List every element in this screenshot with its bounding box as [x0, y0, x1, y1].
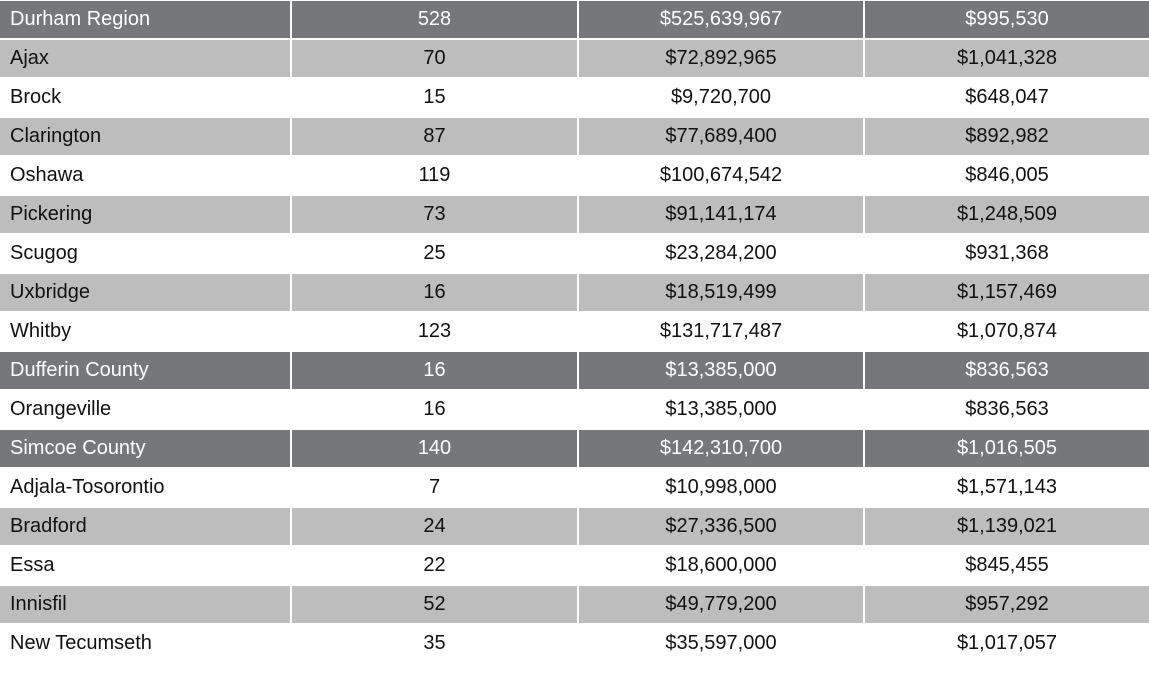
table-row	[0, 313, 1149, 352]
name-cell: Adjala-Tosorontio	[0, 469, 292, 508]
count-cell: 16	[292, 274, 579, 313]
count-cell: 16	[292, 352, 579, 391]
total-value-cell: $9,720,700	[579, 79, 865, 118]
total-value-cell: $525,639,967	[579, 1, 865, 40]
table-row	[0, 625, 1149, 664]
total-value-cell: $10,998,000	[579, 469, 865, 508]
name-cell: New Tecumseth	[0, 625, 292, 664]
count-cell: 15	[292, 79, 579, 118]
count-cell: 140	[292, 430, 579, 469]
table-row	[0, 235, 1149, 274]
average-value-cell: $845,455	[865, 547, 1149, 586]
average-value-cell: $846,005	[865, 157, 1149, 196]
name-cell: Durham Region	[0, 1, 292, 40]
name-cell: Oshawa	[0, 157, 292, 196]
average-value-cell: $1,139,021	[865, 508, 1149, 547]
name-cell: Bradford	[0, 508, 292, 547]
count-cell: 7	[292, 469, 579, 508]
name-cell: Pickering	[0, 196, 292, 235]
name-cell: Uxbridge	[0, 274, 292, 313]
average-value-cell: $648,047	[865, 79, 1149, 118]
average-value-cell: $892,982	[865, 118, 1149, 157]
name-cell: Ajax	[0, 40, 292, 79]
table-row	[0, 547, 1149, 586]
name-cell: Brock	[0, 79, 292, 118]
total-value-cell: $131,717,487	[579, 313, 865, 352]
average-value-cell: $1,017,057	[865, 625, 1149, 664]
average-value-cell: $836,563	[865, 352, 1149, 391]
name-cell: Clarington	[0, 118, 292, 157]
region-row	[0, 1, 1149, 40]
average-value-cell: $957,292	[865, 586, 1149, 625]
name-cell: Essa	[0, 547, 292, 586]
total-value-cell: $35,597,000	[579, 625, 865, 664]
table-row	[0, 40, 1149, 79]
total-value-cell: $23,284,200	[579, 235, 865, 274]
total-value-cell: $18,600,000	[579, 547, 865, 586]
total-value-cell: $49,779,200	[579, 586, 865, 625]
total-value-cell: $13,385,000	[579, 391, 865, 430]
table-row	[0, 469, 1149, 508]
total-value-cell: $77,689,400	[579, 118, 865, 157]
name-cell: Whitby	[0, 313, 292, 352]
count-cell: 87	[292, 118, 579, 157]
total-value-cell: $27,336,500	[579, 508, 865, 547]
name-cell: Scugog	[0, 235, 292, 274]
table-row	[0, 196, 1149, 235]
count-cell: 52	[292, 586, 579, 625]
average-value-cell: $931,368	[865, 235, 1149, 274]
total-value-cell: $13,385,000	[579, 352, 865, 391]
table-row	[0, 79, 1149, 118]
count-cell: 16	[292, 391, 579, 430]
average-value-cell: $1,248,509	[865, 196, 1149, 235]
table-body	[0, 1, 1149, 664]
count-cell: 123	[292, 313, 579, 352]
average-value-cell: $995,530	[865, 1, 1149, 40]
count-cell: 70	[292, 40, 579, 79]
count-cell: 528	[292, 1, 579, 40]
total-value-cell: $142,310,700	[579, 430, 865, 469]
average-value-cell: $1,571,143	[865, 469, 1149, 508]
table-row	[0, 157, 1149, 196]
average-value-cell: $1,016,505	[865, 430, 1149, 469]
average-value-cell: $1,157,469	[865, 274, 1149, 313]
sales-table	[0, 1, 1149, 664]
name-cell: Orangeville	[0, 391, 292, 430]
region-row	[0, 352, 1149, 391]
count-cell: 24	[292, 508, 579, 547]
average-value-cell: $1,041,328	[865, 40, 1149, 79]
name-cell: Innisfil	[0, 586, 292, 625]
count-cell: 25	[292, 235, 579, 274]
table-row	[0, 391, 1149, 430]
count-cell: 35	[292, 625, 579, 664]
total-value-cell: $72,892,965	[579, 40, 865, 79]
count-cell: 73	[292, 196, 579, 235]
average-value-cell: $1,070,874	[865, 313, 1149, 352]
table-row	[0, 274, 1149, 313]
average-value-cell: $836,563	[865, 391, 1149, 430]
total-value-cell: $18,519,499	[579, 274, 865, 313]
count-cell: 22	[292, 547, 579, 586]
name-cell: Simcoe County	[0, 430, 292, 469]
table-row	[0, 118, 1149, 157]
table-row	[0, 508, 1149, 547]
count-cell: 119	[292, 157, 579, 196]
table-row	[0, 586, 1149, 625]
total-value-cell: $100,674,542	[579, 157, 865, 196]
name-cell: Dufferin County	[0, 352, 292, 391]
region-row	[0, 430, 1149, 469]
total-value-cell: $91,141,174	[579, 196, 865, 235]
